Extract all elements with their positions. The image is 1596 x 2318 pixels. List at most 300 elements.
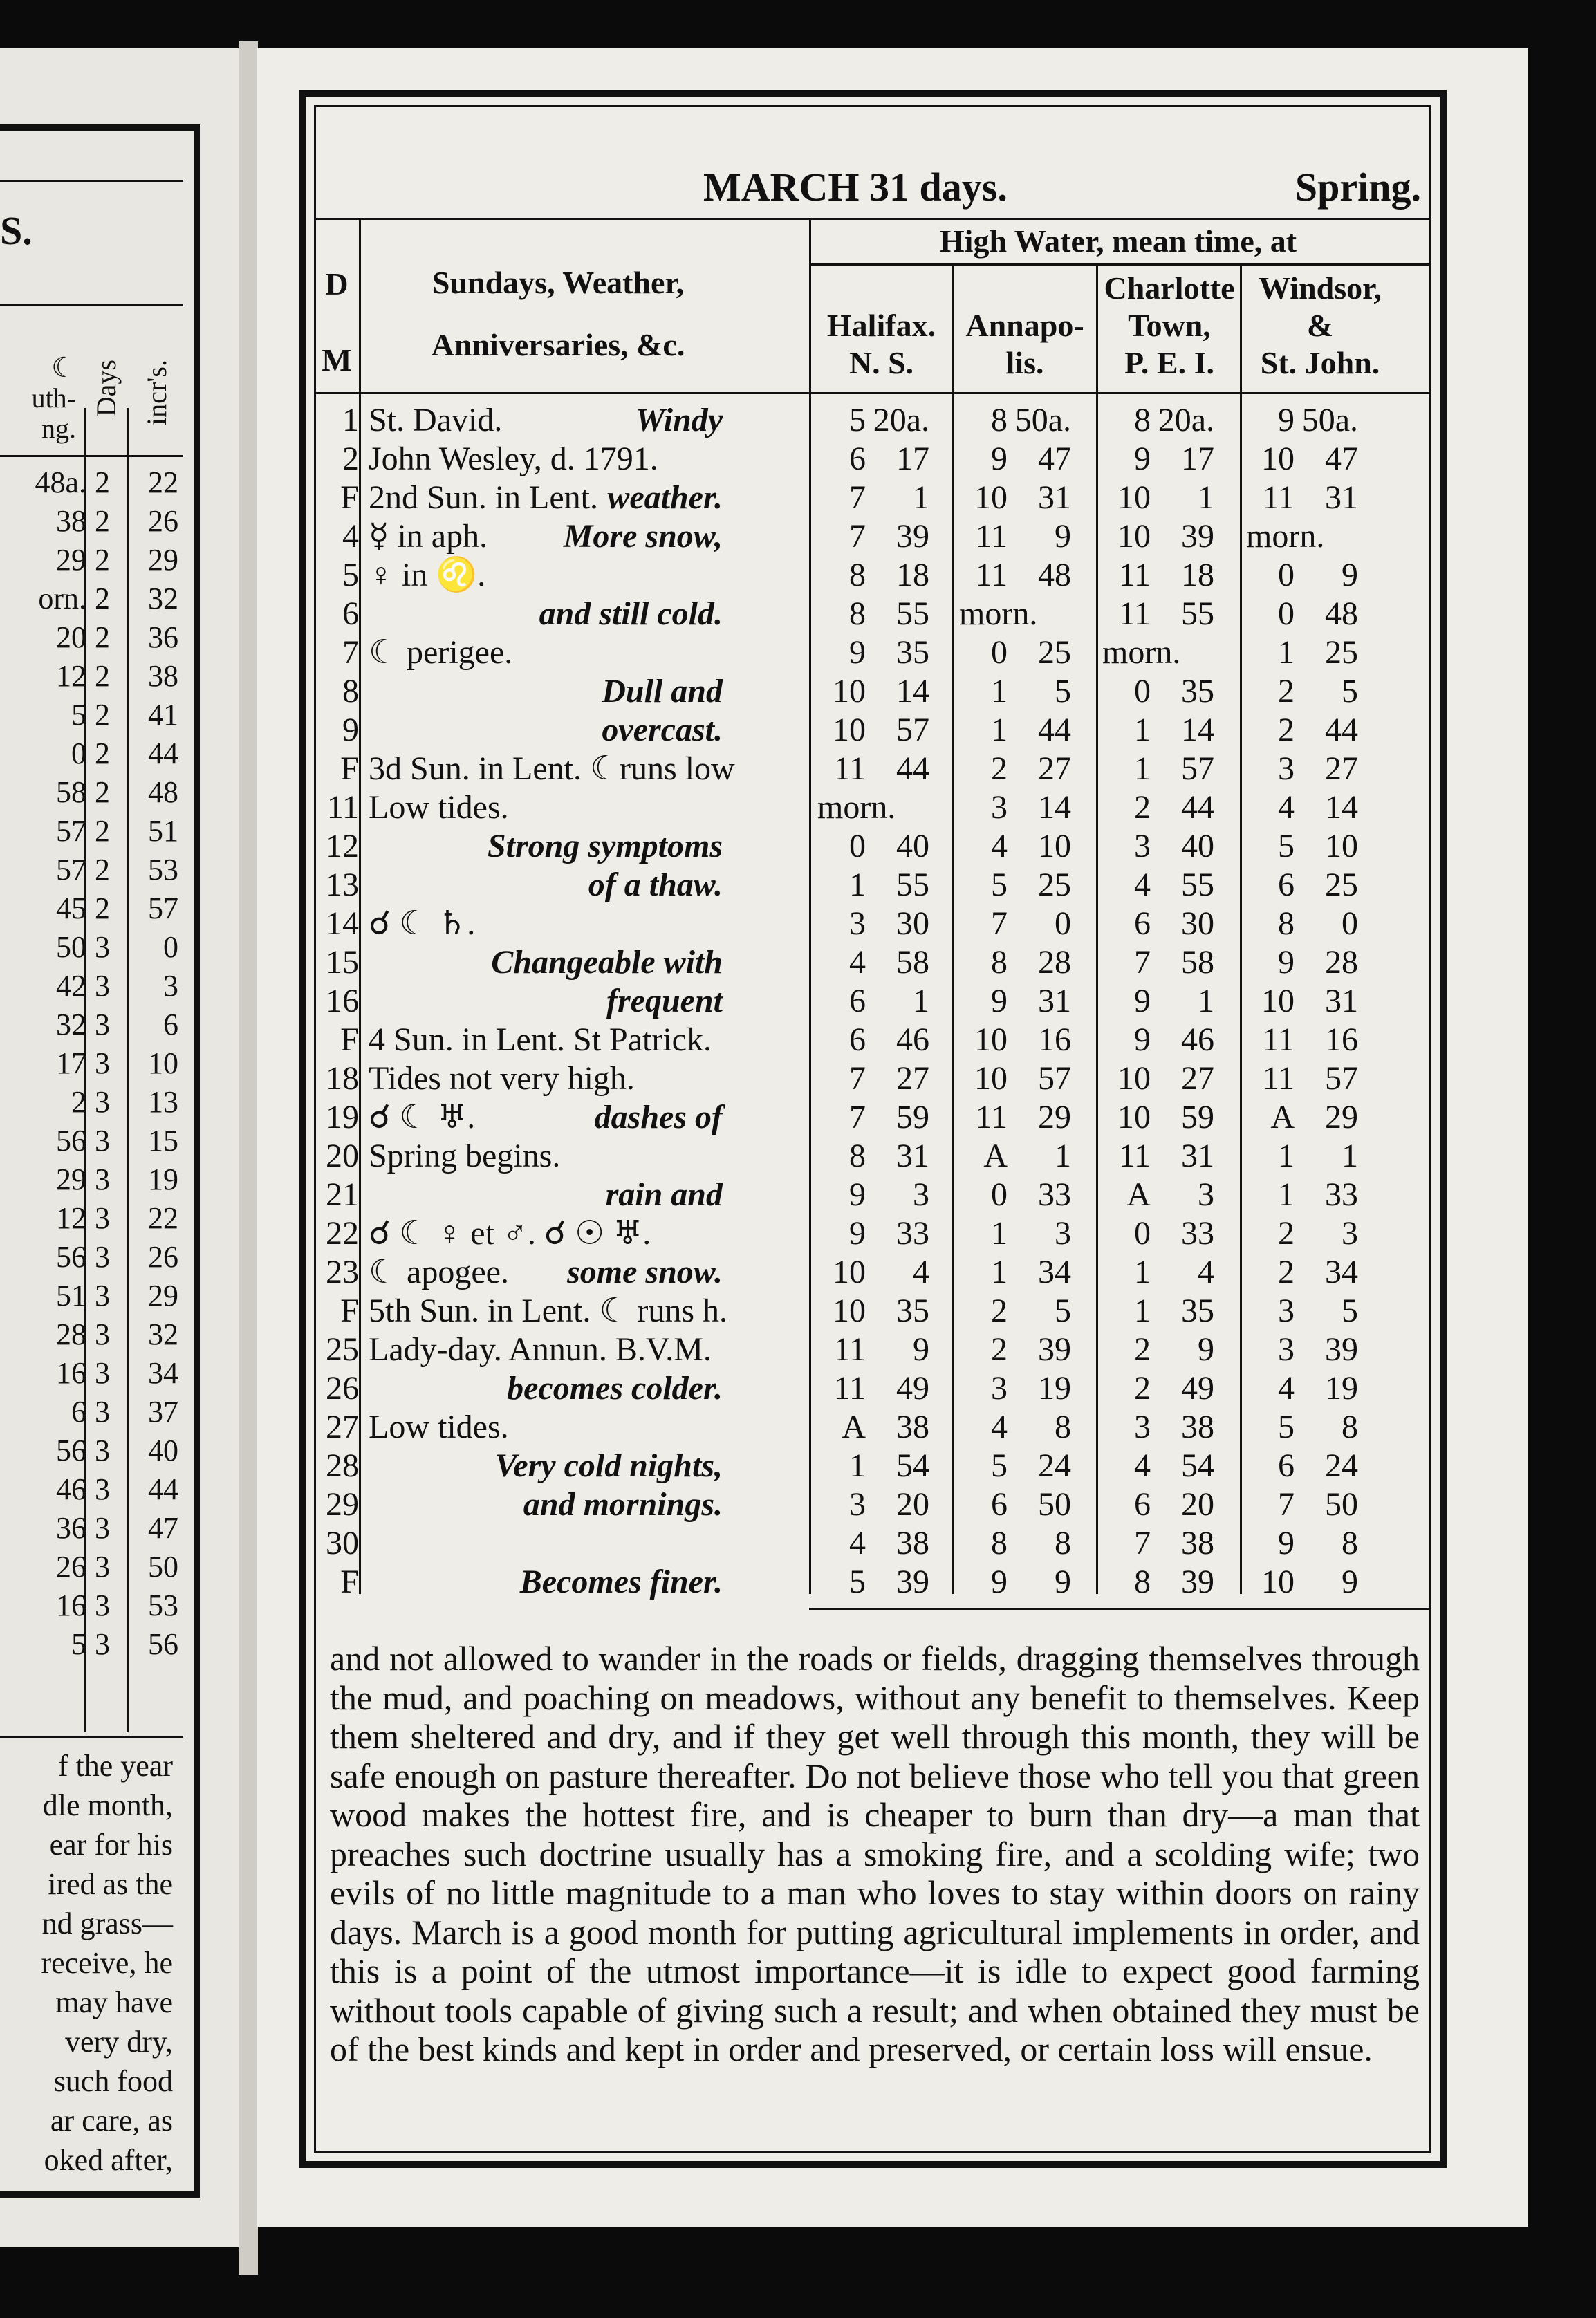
event-text: Lady-day. Annun. B.V.M. (369, 1331, 712, 1368)
annapolis-time (959, 556, 1091, 595)
left-table-row (0, 967, 183, 1005)
windsor-time (1246, 672, 1384, 711)
annapolis-time (959, 672, 1091, 711)
left-table-cell: 36 (148, 620, 178, 654)
halifax-time-hour: 3 (849, 905, 866, 942)
halifax-time-minute: 27 (896, 1060, 929, 1097)
left-table-cell: 56 (148, 1627, 178, 1661)
header-windsor-2: & (1306, 308, 1334, 343)
left-page-text (0, 1746, 173, 2180)
event-text: Low tides. (369, 1409, 509, 1445)
left-table-row (0, 1548, 183, 1586)
charlottetown-time-hour: 1 (1134, 750, 1151, 787)
left-table-cell: 3 (163, 969, 178, 1003)
charlottetown-time-minute: 38 (1181, 1409, 1214, 1445)
halifax-time-minute: 55 (896, 866, 929, 903)
annapolis-time (959, 982, 1091, 1021)
left-table-row (0, 1509, 183, 1548)
halifax-time-minute: 30 (896, 905, 929, 942)
annapolis-time (959, 1563, 1091, 1602)
annapolis-time-hour: 4 (991, 1409, 1008, 1445)
charlottetown-time-hour: 4 (1134, 866, 1151, 903)
windsor-time-minute: 1 (1342, 1138, 1358, 1174)
halifax-time-minute: 58 (896, 944, 929, 981)
halifax-time-minute: 40 (896, 828, 929, 864)
halifax-time-hour: 0 (849, 828, 866, 864)
left-table-row (0, 541, 183, 580)
annapolis-time (959, 1021, 1091, 1059)
left-table-cell: 3 (95, 1240, 110, 1274)
header-windsor-1: Windsor, (1259, 270, 1382, 306)
left-table-row (0, 618, 183, 657)
halifax-time (817, 1176, 949, 1214)
day-of-month: 18 (326, 1060, 359, 1097)
charlottetown-time (1102, 982, 1234, 1021)
annapolis-time-hour: 10 (974, 1021, 1008, 1058)
halifax-time (817, 1059, 949, 1098)
charlottetown-time-minute: 1 (1198, 479, 1214, 516)
halifax-time-hour: 11 (833, 750, 866, 787)
day-of-month: F (340, 1292, 359, 1329)
charlottetown-time (1102, 1253, 1234, 1292)
charlottetown-time-hour: 2 (1134, 1370, 1151, 1407)
annapolis-time-hour: 9 (991, 983, 1008, 1019)
left-table-row (0, 812, 183, 851)
left-table-row (0, 928, 183, 967)
annapolis-time-minute: 39 (1038, 1331, 1071, 1368)
windsor-time-minute: 5 (1342, 1292, 1358, 1329)
halifax-time-minute: 57 (896, 712, 929, 748)
weather-text: More snow, (563, 518, 723, 555)
left-text-line: ar care, as (50, 2104, 173, 2138)
halifax-time-hour: 11 (833, 1370, 866, 1407)
halifax-time (817, 479, 949, 517)
header-halifax-2: N. S. (848, 345, 914, 380)
windsor-time (1246, 711, 1384, 750)
halifax-time-hour: 6 (849, 441, 866, 477)
left-table-cell: 51 (148, 814, 178, 848)
annapolis-time-minute: 25 (1038, 634, 1071, 671)
table-row (316, 595, 1429, 633)
left-table-cell: 3 (95, 1627, 110, 1661)
day-of-month: 28 (326, 1447, 359, 1484)
annapolis-time-hour: 11 (975, 557, 1008, 593)
header-windsor-3: St. John. (1260, 345, 1380, 380)
annapolis-time-hour: 4 (991, 828, 1008, 864)
annapolis-time-hour: 0 (991, 1176, 1008, 1213)
day-of-month: 16 (326, 983, 359, 1019)
annapolis-time (959, 1369, 1091, 1408)
windsor-time (1246, 401, 1384, 440)
halifax-time-hour: 10 (833, 1292, 866, 1329)
charlottetown-time-minute: 27 (1181, 1060, 1214, 1097)
halifax-time-hour: 10 (833, 673, 866, 710)
halifax-time (817, 672, 949, 711)
left-table-cell: 16 (56, 1356, 86, 1390)
charlottetown-time (1102, 1447, 1234, 1485)
windsor-time-hour: 8 (1278, 905, 1295, 942)
left-table-cell: 0 (71, 736, 86, 770)
windsor-time (1246, 750, 1384, 788)
day-of-month: 14 (326, 905, 359, 942)
left-bottom-rule (0, 1736, 183, 1738)
weather-text: Windy (635, 402, 723, 438)
annapolis-time-hour: 7 (991, 905, 1008, 942)
halifax-time-minute: 4 (913, 1254, 929, 1290)
halifax-time-hour: 5 (849, 402, 866, 438)
halifax-time-hour: 11 (833, 1331, 866, 1368)
charlottetown-time (1102, 479, 1234, 517)
windsor-time (1246, 866, 1384, 905)
halifax-time (817, 556, 949, 595)
annapolis-time-minute: 29 (1038, 1099, 1071, 1135)
halifax-time (817, 1369, 949, 1408)
header-events-line2: Anniversaries, &c. (431, 327, 685, 362)
annapolis-time-hour: 8 (991, 1525, 1008, 1561)
weather-text: Changeable with (491, 944, 723, 981)
halifax-time (817, 1292, 949, 1330)
day-of-month: 11 (326, 789, 359, 826)
left-table-row (0, 734, 183, 773)
left-table-cell: 47 (148, 1511, 178, 1545)
left-table-cell: 29 (148, 1279, 178, 1313)
halifax-time-minute: 38 (896, 1409, 929, 1445)
left-body-rule (0, 455, 183, 457)
left-table-cell: 3 (95, 1046, 110, 1080)
annapolis-time (959, 1524, 1091, 1563)
halifax-time-hour: 9 (849, 634, 866, 671)
annapolis-time (959, 1137, 1091, 1176)
left-table-cell: 29 (56, 543, 86, 577)
windsor-time-hour: 10 (1261, 983, 1295, 1019)
left-table-row (0, 1625, 183, 1664)
halifax-time-hour: 9 (849, 1215, 866, 1252)
charlottetown-time (1102, 1176, 1234, 1214)
charlottetown-time (1102, 672, 1234, 711)
annapolis-time-hour: 0 (991, 634, 1008, 671)
annapolis-time-minute: 44 (1038, 712, 1071, 748)
charlottetown-time-hour: 11 (1118, 557, 1151, 593)
halifax-time-minute: 1 (913, 983, 929, 1019)
left-table-cell: 2 (95, 582, 110, 615)
charlottetown-time-hour: A (1126, 1176, 1151, 1213)
charlottetown-time (1102, 827, 1234, 866)
annapolis-time-minute: 31 (1038, 983, 1071, 1019)
windsor-time (1246, 1447, 1384, 1485)
left-table-cell: 57 (56, 814, 86, 848)
charlottetown-time-hour: morn. (1102, 634, 1181, 671)
halifax-time (817, 1098, 949, 1137)
left-table-row (0, 502, 183, 541)
windsor-time-hour: 3 (1278, 1331, 1295, 1368)
annapolis-time-hour: 1 (991, 673, 1008, 710)
windsor-time-hour: 5 (1278, 1409, 1295, 1445)
annapolis-time-minute: 47 (1038, 441, 1071, 477)
charlottetown-time-hour: 9 (1134, 441, 1151, 477)
halifax-time-minute: 49 (896, 1370, 929, 1407)
day-of-month: 27 (326, 1409, 359, 1445)
header-halifax-1: Halifax. (826, 308, 936, 343)
halifax-time-hour: 9 (849, 1176, 866, 1213)
annapolis-time-hour: 1 (991, 712, 1008, 748)
halifax-time-minute: 14 (896, 673, 929, 710)
charlottetown-time-minute: 17 (1181, 441, 1214, 477)
charlottetown-time-hour: 11 (1118, 1138, 1151, 1174)
windsor-time (1246, 479, 1384, 517)
windsor-time (1246, 1059, 1384, 1098)
weather-text: Dull and (602, 673, 723, 710)
day-of-month: 6 (342, 595, 359, 632)
left-table-cell: 3 (95, 1279, 110, 1313)
charlottetown-time-minute: 46 (1181, 1021, 1214, 1058)
left-table-cell: 37 (148, 1395, 178, 1429)
weather-text: dashes of (594, 1099, 723, 1135)
charlottetown-time-hour: 1 (1134, 712, 1151, 748)
header-d: D (325, 266, 349, 302)
weather-text: rain and (605, 1176, 723, 1213)
charlottetown-time (1102, 1021, 1234, 1059)
charlottetown-time-hour: 0 (1134, 673, 1151, 710)
windsor-time-hour: 9 (1278, 402, 1295, 438)
event-text: 3d Sun. in Lent. ☾runs low (369, 750, 735, 787)
annapolis-time (959, 1447, 1091, 1485)
halifax-time (817, 866, 949, 905)
table-row (316, 633, 1429, 672)
annapolis-time-minute: 10 (1038, 828, 1071, 864)
left-table-row (0, 1315, 183, 1354)
left-table-cell: 3 (95, 1124, 110, 1158)
day-of-month: F (340, 750, 359, 787)
windsor-time (1246, 1330, 1384, 1369)
left-table-row (0, 463, 183, 502)
annapolis-time (959, 401, 1091, 440)
table-row (316, 672, 1429, 711)
left-table-cell: 3 (95, 1317, 110, 1351)
charlottetown-time (1102, 1563, 1234, 1602)
table-row (316, 1214, 1429, 1253)
left-table-cell: 46 (56, 1472, 86, 1506)
left-table-cell: 26 (148, 504, 178, 538)
left-table-cell: 3 (95, 930, 110, 964)
annapolis-time-minute: 31 (1038, 479, 1071, 516)
weather-text: some snow. (567, 1254, 723, 1290)
halifax-time-hour: 3 (849, 1486, 866, 1523)
windsor-time-hour: 2 (1278, 673, 1295, 710)
high-water-rule (810, 263, 1429, 266)
annapolis-time-hour: 10 (974, 479, 1008, 516)
charlottetown-time-minute: 20 (1181, 1486, 1214, 1523)
table-row (316, 1059, 1429, 1098)
windsor-time (1246, 1253, 1384, 1292)
weather-text: of a thaw. (588, 866, 723, 903)
halifax-time (817, 595, 949, 633)
annapolis-time-hour: 1 (991, 1254, 1008, 1290)
windsor-time-hour: 9 (1278, 1525, 1295, 1561)
event-text: ☌ ☾ ♀ et ♂. ☌ ☉ ♅. (369, 1215, 651, 1252)
left-table-cell: 20 (56, 620, 86, 654)
halifax-time (817, 943, 949, 982)
left-table-cell: 32 (56, 1008, 86, 1041)
charlottetown-time (1102, 750, 1234, 788)
left-table-cell: 5 (71, 1627, 86, 1661)
annapolis-time-hour: 1 (991, 1215, 1008, 1252)
day-of-month: 25 (326, 1331, 359, 1368)
annapolis-time-minute: 0 (1055, 905, 1071, 942)
left-table-cell: 56 (56, 1434, 86, 1467)
left-table-cell: 16 (56, 1588, 86, 1622)
header-charlottetown-1: Charlotte (1104, 270, 1235, 306)
halifax-time-minute: 54 (896, 1447, 929, 1484)
charlottetown-time-minute: 18 (1181, 557, 1214, 593)
charlottetown-time (1102, 1408, 1234, 1447)
left-text-line: ear for his (49, 1828, 173, 1862)
windsor-time-hour: 11 (1262, 479, 1295, 516)
charlottetown-time (1102, 556, 1234, 595)
annapolis-time (959, 479, 1091, 517)
table-row (316, 1485, 1429, 1524)
windsor-time-hour: 2 (1278, 712, 1295, 748)
left-text-line: such food (53, 2064, 173, 2098)
left-table-cell: 32 (148, 1317, 178, 1351)
annapolis-time-hour: 3 (991, 1370, 1008, 1407)
windsor-time (1246, 1369, 1384, 1408)
left-table-cell: 36 (56, 1511, 86, 1545)
left-table-row (0, 1470, 183, 1509)
windsor-time-minute: 5 (1342, 673, 1358, 710)
charlottetown-time-hour: 9 (1134, 1021, 1151, 1058)
left-table-cell: 26 (56, 1550, 86, 1584)
weather-text: becomes colder. (507, 1370, 723, 1407)
halifax-time-minute: 33 (896, 1215, 929, 1252)
event-text: ♀ in ♌. (369, 557, 486, 593)
left-table-cell: 44 (148, 1472, 178, 1506)
season-label: Spring. (1295, 165, 1421, 210)
left-table-cell: 22 (148, 1201, 178, 1235)
left-table-cell: 29 (148, 543, 178, 577)
windsor-time-hour: 4 (1278, 1370, 1295, 1407)
windsor-time-hour: 1 (1278, 1138, 1295, 1174)
halifax-time (817, 827, 949, 866)
day-of-month: 7 (342, 634, 359, 671)
charlottetown-time-minute: 33 (1181, 1215, 1214, 1252)
annapolis-time (959, 788, 1091, 827)
header-events-line1: Sundays, Weather, (432, 265, 685, 300)
annapolis-time (959, 1292, 1091, 1330)
windsor-time (1246, 905, 1384, 943)
windsor-time-minute: 19 (1325, 1370, 1358, 1407)
left-text-line: f the year (57, 1749, 173, 1783)
left-table-cell: 28 (56, 1317, 86, 1351)
annapolis-time (959, 711, 1091, 750)
left-table-cell: 2 (95, 659, 110, 693)
windsor-time-minute: 9 (1342, 557, 1358, 593)
charlottetown-time-hour: 7 (1134, 1525, 1151, 1561)
charlottetown-time-minute: 39 (1181, 518, 1214, 555)
halifax-time-hour: 1 (849, 866, 866, 903)
halifax-time-hour: 10 (833, 1254, 866, 1290)
table-row (316, 1447, 1429, 1485)
windsor-time (1246, 633, 1384, 672)
left-table-row (0, 773, 183, 812)
left-table-row (0, 1122, 183, 1160)
charlottetown-time-minute: 54 (1181, 1447, 1214, 1484)
halifax-time-minute: 38 (896, 1525, 929, 1561)
windsor-time-minute: 24 (1325, 1447, 1358, 1484)
windsor-time-minute: 0 (1342, 905, 1358, 942)
halifax-time (817, 1524, 949, 1563)
table-row (316, 556, 1429, 595)
annapolis-time-hour: 8 (991, 944, 1008, 981)
windsor-time (1246, 595, 1384, 633)
left-table-row (0, 580, 183, 618)
charlottetown-time-minute: 20a. (1158, 402, 1214, 438)
halifax-time-minute: 17 (896, 441, 929, 477)
charlottetown-time (1102, 866, 1234, 905)
windsor-time-minute: 57 (1325, 1060, 1358, 1097)
windsor-time-minute: 3 (1342, 1215, 1358, 1252)
table-bottom-rule (809, 1608, 1429, 1610)
charlottetown-time (1102, 633, 1234, 672)
windsor-time-minute: 31 (1325, 983, 1358, 1019)
annapolis-time-minute: 50 (1038, 1486, 1071, 1523)
event-text: ☿ in aph. (369, 518, 488, 555)
halifax-time-minute: 20a. (873, 402, 929, 438)
left-text-line: receive, he (41, 1946, 173, 1980)
windsor-time-minute: 27 (1325, 750, 1358, 787)
left-table-cell: 0 (163, 930, 178, 964)
windsor-time-hour: 6 (1278, 866, 1295, 903)
left-table-cell: 26 (148, 1240, 178, 1274)
annapolis-time-minute: 9 (1055, 1564, 1071, 1600)
windsor-time (1246, 517, 1384, 556)
day-of-month: 29 (326, 1486, 359, 1523)
windsor-time (1246, 1098, 1384, 1137)
windsor-time-hour: 3 (1278, 750, 1295, 787)
annapolis-time-hour: 6 (991, 1486, 1008, 1523)
windsor-time-minute: 47 (1325, 441, 1358, 477)
left-text-line: nd grass— (41, 1907, 173, 1940)
charlottetown-time-hour: 0 (1134, 1215, 1151, 1252)
charlottetown-time-hour: 6 (1134, 1486, 1151, 1523)
left-table-cell: orn. (38, 582, 86, 615)
day-of-month: 19 (326, 1099, 359, 1135)
left-table-cell: 3 (95, 1588, 110, 1622)
halifax-time (817, 633, 949, 672)
table-row (316, 1137, 1429, 1176)
charlottetown-time-minute: 35 (1181, 673, 1214, 710)
table-row (316, 517, 1429, 556)
header-charlottetown-2: Town, (1128, 308, 1211, 343)
charlottetown-time-minute: 49 (1181, 1370, 1214, 1407)
charlottetown-time-hour: 3 (1134, 828, 1151, 864)
charlottetown-time (1102, 1369, 1234, 1408)
windsor-time (1246, 556, 1384, 595)
left-table-cell: 44 (148, 736, 178, 770)
halifax-time-hour: 8 (849, 557, 866, 593)
charlottetown-time-hour: 6 (1134, 905, 1151, 942)
halifax-time (817, 1137, 949, 1176)
day-of-month: 26 (326, 1370, 359, 1407)
charlottetown-time (1102, 1330, 1234, 1369)
left-table-row (0, 889, 183, 928)
windsor-time (1246, 1214, 1384, 1253)
windsor-time (1246, 1137, 1384, 1176)
annapolis-time-minute: 8 (1055, 1525, 1071, 1561)
left-table-cell: 53 (148, 853, 178, 887)
windsor-time-hour: 10 (1261, 1564, 1295, 1600)
left-text-line: very dry, (65, 2025, 173, 2059)
left-table-cell: 12 (56, 1201, 86, 1235)
